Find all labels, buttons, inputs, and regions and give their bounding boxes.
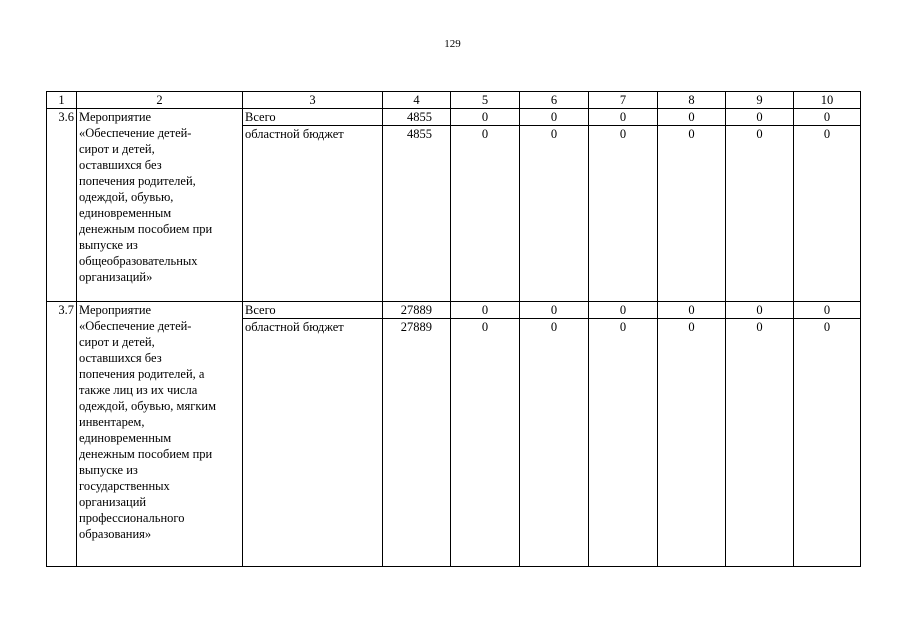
table-row-total — [47, 109, 861, 126]
measure-name-line: выпуске из — [79, 238, 138, 252]
total-value: 0 — [658, 302, 726, 319]
measure-name-line: Мероприятие — [79, 303, 152, 317]
measure-name-line: Мероприятие — [79, 110, 152, 124]
column-header: 9 — [726, 92, 794, 109]
total-label: Всего — [243, 302, 383, 319]
measure-name-line: денежным пособием при — [79, 447, 213, 461]
source-value: 0 — [794, 126, 861, 302]
total-value: 0 — [726, 109, 794, 126]
measure-name-line: единовременным — [79, 206, 172, 220]
measure-name-line: оставшихся без — [79, 158, 162, 172]
source-value: 0 — [451, 319, 520, 567]
column-header: 6 — [520, 92, 589, 109]
measure-name-line: организаций — [79, 495, 147, 509]
total-value: 0 — [589, 302, 658, 319]
measure-name-line: государственных — [79, 479, 170, 493]
total-value: 27889 — [383, 302, 451, 319]
measure-name-line: «Обеспечение детей- — [79, 319, 192, 333]
source-value: 0 — [520, 319, 589, 567]
source-label: областной бюджет — [243, 319, 383, 567]
column-header: 10 — [794, 92, 861, 109]
source-label: областной бюджет — [243, 126, 383, 302]
total-label: Всего — [243, 109, 383, 126]
measure-name-line: выпуске из — [79, 463, 138, 477]
total-value: 0 — [520, 302, 589, 319]
total-value: 0 — [794, 109, 861, 126]
source-value: 4855 — [383, 126, 451, 302]
measure-name-line: сирот и детей, — [79, 142, 155, 156]
measure-name-line: одеждой, обувью, — [79, 190, 174, 204]
measure-name-line: общеобразовательных — [79, 254, 198, 268]
table-row-total — [47, 302, 861, 319]
column-header: 3 — [243, 92, 383, 109]
column-header: 5 — [451, 92, 520, 109]
measure-name-line: инвентарем, — [79, 415, 145, 429]
source-value: 0 — [658, 319, 726, 567]
measure-name-line: профессионального — [79, 511, 185, 525]
measure-name-line: попечения родителей, — [79, 174, 196, 188]
total-value: 4855 — [383, 109, 451, 126]
measure-name — [77, 302, 243, 567]
measure-number: 3.6 — [47, 109, 77, 302]
measure-name-line: оставшихся без — [79, 351, 162, 365]
measure-name-line: одеждой, обувью, мягким — [79, 399, 217, 413]
measure-name-line: «Обеспечение детей- — [79, 126, 192, 140]
measure-name — [77, 109, 243, 302]
source-value: 0 — [589, 126, 658, 302]
budget-table — [46, 91, 861, 567]
column-header: 2 — [77, 92, 243, 109]
source-value: 0 — [520, 126, 589, 302]
column-header: 1 — [47, 92, 77, 109]
total-value: 0 — [794, 302, 861, 319]
column-header: 8 — [658, 92, 726, 109]
measure-name-line: попечения родителей, а — [79, 367, 205, 381]
total-value: 0 — [520, 109, 589, 126]
measure-name-line: сирот и детей, — [79, 335, 155, 349]
column-header: 7 — [589, 92, 658, 109]
column-number-row — [47, 92, 861, 109]
measure-name-line: также лиц из их числа — [79, 383, 198, 397]
source-value: 0 — [589, 319, 658, 567]
total-value: 0 — [658, 109, 726, 126]
source-value: 0 — [451, 126, 520, 302]
page-number: 129 — [444, 38, 461, 50]
source-value: 27889 — [383, 319, 451, 567]
total-value: 0 — [451, 302, 520, 319]
measure-name-line: организаций» — [79, 270, 153, 284]
source-value: 0 — [658, 126, 726, 302]
source-value: 0 — [726, 319, 794, 567]
source-value: 0 — [794, 319, 861, 567]
total-value: 0 — [451, 109, 520, 126]
source-value: 0 — [726, 126, 794, 302]
total-value: 0 — [726, 302, 794, 319]
measure-name-line: денежным пособием при — [79, 222, 213, 236]
measure-number: 3.7 — [47, 302, 77, 567]
measure-name-line: единовременным — [79, 431, 172, 445]
total-value: 0 — [589, 109, 658, 126]
column-header: 4 — [383, 92, 451, 109]
measure-name-line: образования» — [79, 527, 152, 541]
